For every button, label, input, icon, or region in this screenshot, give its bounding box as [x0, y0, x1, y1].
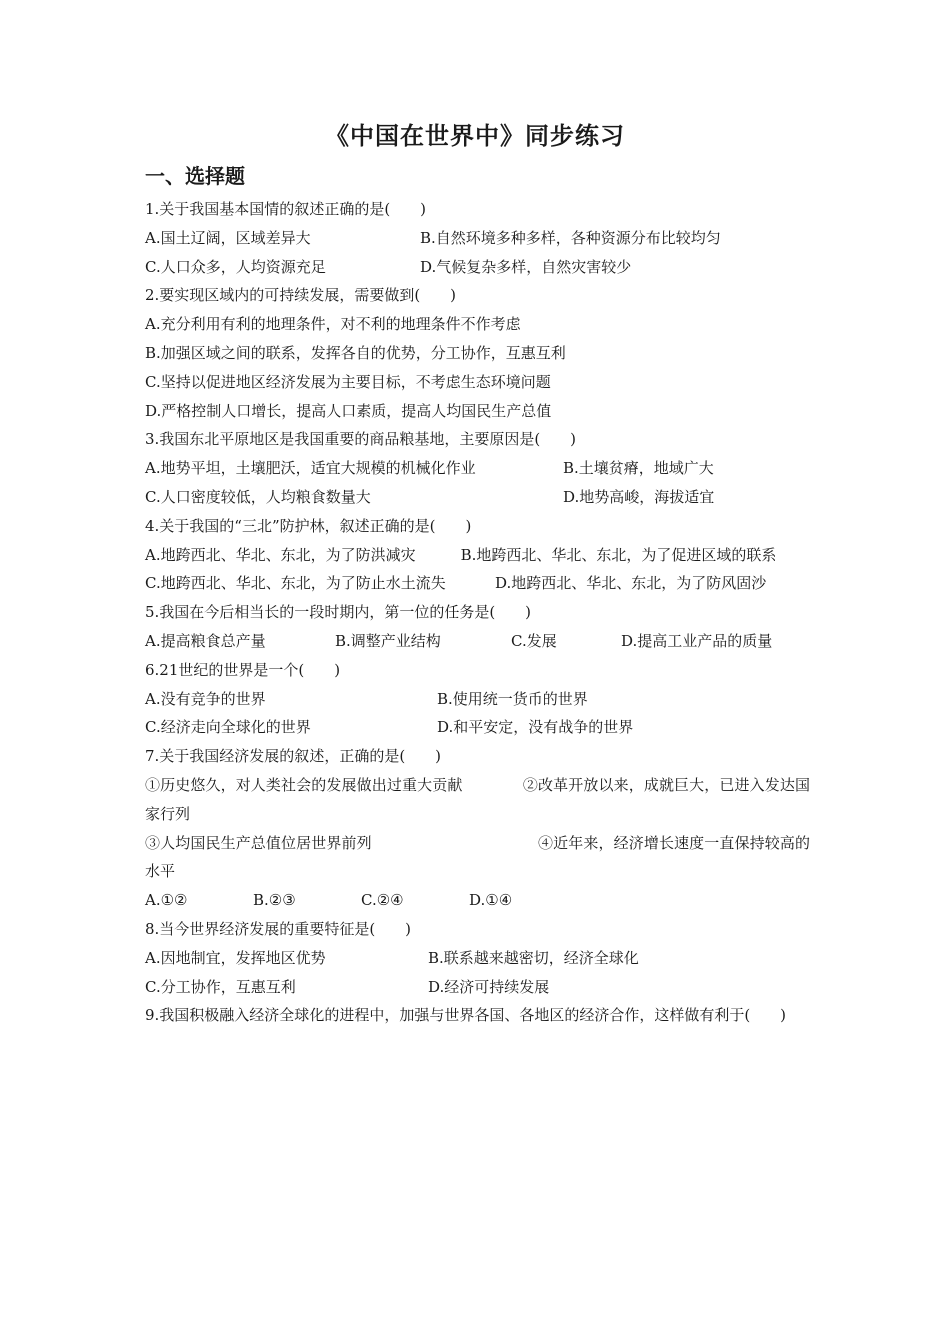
option-d: D.经济可持续发展 [428, 977, 550, 996]
option-c: C.分工协作，互惠互利 [145, 977, 296, 996]
question-3-stem: 3.我国东北平原地区是我国重要的商品粮基地，主要原因是( ) [145, 430, 577, 449]
question-6-options-ab [145, 685, 810, 714]
question-6-options-cd [145, 713, 810, 742]
question-8-stem: 8.当今世界经济发展的重要特征是( ) [145, 919, 412, 938]
option-a: A.因地制宜，发挥地区优势 [145, 948, 326, 967]
question-list [145, 195, 810, 1030]
question-7-statements-12: ①历史悠久，对人类社会的发展做出过重大贡献 ②改革开放以来，成就巨大，已进入发达国家行列 [145, 775, 810, 823]
question-9-stem: 9.我国积极融入经济全球化的进程中，加强与世界各国、各地区的经济合作，这样做有利于( ) [145, 1006, 787, 1025]
option-a: A.提高粮食总产量 [145, 631, 266, 650]
option-b: B.土壤贫瘠，地域广大 [563, 459, 714, 478]
question-1-options-ab [145, 224, 810, 253]
question-6-stem: 6.21世纪的世界是一个( ) [145, 660, 341, 679]
option-c: C.发展 [511, 631, 557, 650]
option-c: C.人口众多，人均资源充足 [145, 257, 326, 276]
option-d: D.地势高峻，海拔适宜 [563, 487, 715, 506]
question-1-stem: 1.关于我国基本国情的叙述正确的是( ) [145, 200, 427, 218]
question-8-options-ab [145, 944, 810, 973]
option-b: B.②③ [253, 891, 296, 910]
option-b: B.自然环境多种多样，各种资源分布比较均匀 [420, 228, 721, 247]
question-1-options-cd [145, 253, 810, 282]
question-4-options-cd [145, 569, 810, 598]
option-d: D.和平安定，没有战争的世界 [437, 718, 634, 737]
question-7-stem: 7.关于我国经济发展的叙述，正确的是( ) [145, 747, 442, 766]
question-3-options-ab [145, 454, 810, 483]
option-d: D.气候复杂多样，自然灾害较少 [420, 257, 632, 276]
option-b: B.使用统一货币的世界 [437, 689, 588, 708]
option-d: D.①④ [469, 891, 513, 910]
option-d: D.提高工业产品的质量 [621, 631, 773, 650]
option-c: C.地跨西北、华北、东北，为了防止水土流失 [145, 574, 446, 593]
option-a: A.①② [145, 891, 188, 910]
option-b: B.加强区域之间的联系，发挥各自的优势，分工协作，互惠互利 [145, 343, 566, 362]
question-5-stem: 5.我国在今后相当长的一段时期内，第一位的任务是( ) [145, 603, 532, 622]
section-heading: 一、选择题 [145, 164, 245, 188]
document-title: 《中国在世界中》同步练习 [325, 122, 625, 150]
option-d: D.严格控制人口增长，提高人口素质，提高人均国民生产总值 [145, 401, 552, 420]
question-3-options-cd [145, 483, 810, 512]
option-c: C.坚持以促进地区经济发展为主要目标，不考虑生态环境问题 [145, 372, 551, 391]
option-b: B.联系越来越密切，经济全球化 [428, 948, 639, 967]
option-a: A.国土辽阔，区域差异大 [145, 228, 311, 247]
question-7-options [145, 886, 810, 915]
option-a: A.充分利用有利的地理条件，对不利的地理条件不作考虑 [145, 315, 521, 334]
question-2-stem: 2.要实现区域内的可持续发展，需要做到( ) [145, 286, 457, 305]
question-4-options-ab: A.地跨西北、华北、东北，为了防洪减灾 B.地跨西北、华北、东北，为了促进区域的联系 [145, 545, 777, 564]
option-c: C.②④ [361, 891, 404, 910]
option-b: B.调整产业结构 [335, 631, 441, 650]
option-a: A.地势平坦，土壤肥沃，适宜大规模的机械化作业 [145, 459, 476, 478]
question-4-stem: 4.关于我国的“三北”防护林，叙述正确的是( ) [145, 516, 472, 535]
question-5-options [145, 627, 810, 656]
option-a: A.没有竞争的世界 [145, 689, 266, 708]
option-d: D.地跨西北、华北、东北，为了防风固沙 [495, 574, 767, 593]
question-7-statements-34: ③人均国民生产总值位居世界前列 ④近年来，经济增长速度一直保持较高的水平 [145, 833, 810, 881]
option-c: C.人口密度较低，人均粮食数量大 [145, 487, 371, 506]
question-8-options-cd [145, 973, 810, 1002]
option-c: C.经济走向全球化的世界 [145, 718, 311, 737]
